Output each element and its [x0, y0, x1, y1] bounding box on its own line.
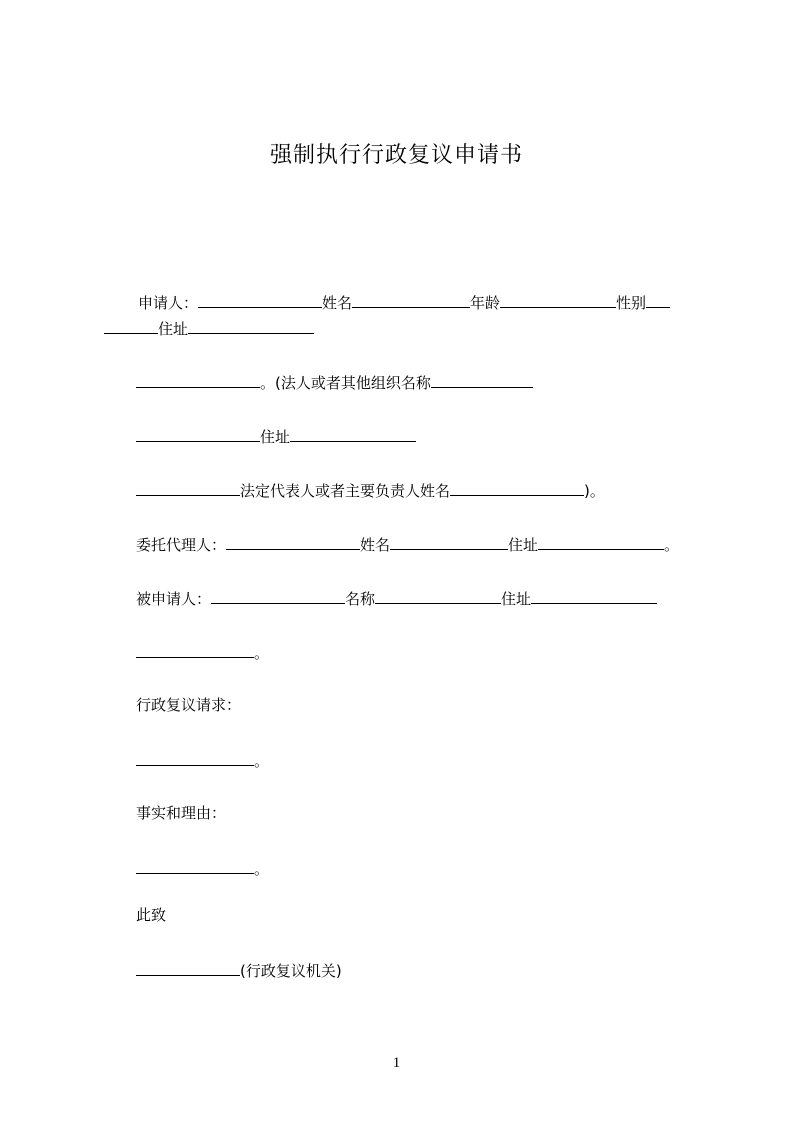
organization-name-blank[interactable] [431, 370, 533, 388]
facts-blank[interactable] [136, 856, 254, 874]
facts-heading: 事实和理由： [136, 804, 227, 822]
organization-line [136, 370, 533, 394]
organization-address-blank-continued[interactable] [136, 478, 240, 496]
applicant-address-blank[interactable] [188, 316, 314, 334]
respondent-address-blank[interactable] [531, 586, 657, 604]
organization-address-blank[interactable] [290, 424, 416, 442]
respondent-name-label: 名称 [345, 590, 376, 608]
agent-address-label: 住址 [508, 536, 539, 554]
respondent-blank[interactable] [211, 586, 345, 604]
applicant-address-label: 住址 [158, 320, 189, 338]
applicant-name-label: 姓名 [322, 294, 353, 312]
applicant-label: 申请人： [138, 294, 199, 312]
respondent-address-label: 住址 [501, 590, 532, 608]
applicant-line-continued [104, 316, 314, 340]
organization-name-blank-continued[interactable] [136, 424, 260, 442]
applicant-gender-blank[interactable] [646, 290, 670, 308]
applicant-age-label: 年龄 [470, 294, 501, 312]
legal-representative-close: )。 [584, 482, 605, 500]
review-organ-label: (行政复议机关) [240, 962, 342, 980]
respondent-continued-line [136, 640, 269, 664]
request-blank[interactable] [136, 748, 254, 766]
respondent-label: 被申请人： [136, 590, 212, 608]
respondent-line [136, 586, 657, 610]
legal-representative-blank[interactable] [450, 478, 584, 496]
agent-name-label: 姓名 [360, 536, 391, 554]
agent-label: 委托代理人： [136, 536, 227, 554]
organization-address-line [136, 424, 416, 448]
applicant-name-blank[interactable] [352, 290, 470, 308]
applicant-blank[interactable] [198, 290, 322, 308]
applicant-line [138, 290, 670, 314]
applicant-address-blank-continued[interactable] [136, 370, 260, 388]
organization-name-label: 。(法人或者其他组织名称 [260, 374, 431, 392]
applicant-age-blank[interactable] [500, 290, 616, 308]
agent-end: 。 [664, 536, 680, 554]
page-number: 1 [392, 1055, 401, 1071]
applicant-gender-label: 性别 [616, 294, 647, 312]
organization-address-label: 住址 [260, 428, 291, 446]
legal-representative-line [136, 478, 605, 502]
request-end: 。 [254, 752, 270, 770]
review-organ-line [136, 958, 342, 982]
salutation: 此致 [136, 906, 167, 924]
respondent-end: 。 [254, 644, 270, 662]
review-organ-blank[interactable] [136, 958, 240, 976]
respondent-address-blank-continued[interactable] [136, 640, 254, 658]
agent-line [136, 532, 679, 556]
agent-address-blank[interactable] [538, 532, 664, 550]
request-line [136, 748, 269, 772]
legal-representative-label: 法定代表人或者主要负责人姓名 [240, 482, 451, 500]
facts-line [136, 856, 269, 880]
request-heading: 行政复议请求： [136, 696, 242, 714]
document-title: 强制执行行政复议申请书 [269, 143, 523, 168]
facts-end: 。 [254, 860, 270, 878]
respondent-name-blank[interactable] [375, 586, 501, 604]
agent-blank[interactable] [226, 532, 360, 550]
agent-name-blank[interactable] [390, 532, 508, 550]
applicant-gender-blank-continued[interactable] [104, 316, 158, 334]
